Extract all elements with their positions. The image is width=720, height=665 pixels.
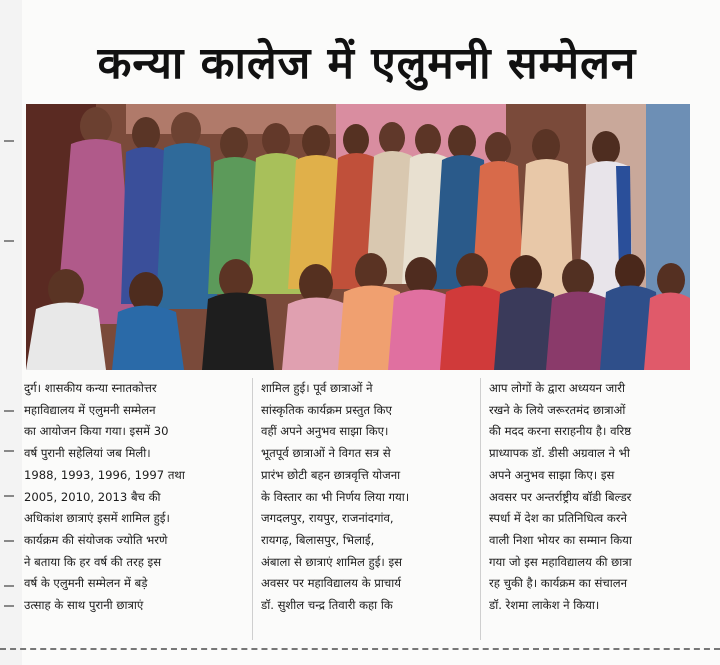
article-line: वर्ष पुरानी सहेलियां जब मिली। <box>24 446 151 461</box>
group-photo-illustration <box>26 104 690 370</box>
article-line: स्पर्धा में देश का प्रतिनिधित्व करने <box>489 511 627 526</box>
article-line: ने बताया कि हर वर्ष की तरह इस <box>24 554 162 569</box>
edge-mark <box>4 410 14 412</box>
edge-mark <box>4 585 14 587</box>
article-line: अपने अनुभव साझा किए। इस <box>489 467 615 482</box>
article-column-1 <box>24 378 238 640</box>
edge-mark <box>4 140 14 142</box>
headline: कन्या कालेज में एलुमनी सम्मेलन <box>97 38 637 89</box>
article-line: शामिल हुई। पूर्व छात्राओं ने <box>261 381 373 395</box>
article-line: डॉ. सुशील चन्द्र तिवारी कहा कि <box>261 598 393 613</box>
article-body <box>24 378 694 640</box>
article-line: अंबाला से छात्राएं शामिल हुई। इस <box>261 554 403 569</box>
article-column-2 <box>252 378 466 640</box>
edge-mark <box>4 450 14 452</box>
article-line: रह चुकी है। कार्यक्रम का संचालन <box>489 576 628 591</box>
article-line: अवसर पर अन्तर्राष्ट्रीय बॉडी बिल्डर <box>489 489 632 504</box>
group-photo <box>26 104 690 370</box>
edge-mark <box>4 240 14 242</box>
article-line: महाविद्यालय में एलुमनी सम्मेलन <box>24 402 156 417</box>
article-line: वाली निशा भोयर का सम्मान किया <box>489 532 632 547</box>
article-line: आप लोगों के द्वारा अध्ययन जारी <box>489 381 626 395</box>
article-line: जगदलपुर, रायपुर, राजनांदगांव, <box>261 511 394 526</box>
article-line: प्राध्यापक डॉ. डीसी अग्रवाल ने भी <box>489 446 630 461</box>
adjacent-column-edge <box>0 0 22 665</box>
edge-mark <box>4 540 14 542</box>
clipping-cut-line <box>0 648 720 650</box>
article-line: रखने के लिये जरूरतमंद छात्राओं <box>489 402 626 417</box>
article-line: 1988, 1993, 1996, 1997 तथा <box>24 467 185 482</box>
article-line: अवसर पर महाविद्यालय के प्राचार्य <box>261 576 401 591</box>
article-line: भूतपूर्व छात्राओं ने विगत सत्र से <box>261 446 391 461</box>
article-line: 2005, 2010, 2013 बैच की <box>24 489 161 504</box>
article-column-3 <box>480 378 694 640</box>
article-line: अधिकांश छात्राएं इसमें शामिल हुई। <box>24 511 170 526</box>
article-line: का आयोजन किया गया। इसमें 30 <box>24 424 169 439</box>
article-line: वर्ष के एलुमनी सम्मेलन में बड़े <box>24 576 148 591</box>
article-line: सांस्कृतिक कार्यक्रम प्रस्तुत किए <box>261 402 392 417</box>
article-line: की मदद करना सराहनीय है। वरिष्ठ <box>489 424 632 439</box>
article-line: के विस्तार का भी निर्णय लिया गया। <box>261 489 410 504</box>
edge-mark <box>4 605 14 607</box>
article-line: वहीं अपने अनुभव साझा किए। <box>261 424 389 439</box>
article-line: कार्यक्रम की संयोजक ज्योति भरणे <box>24 532 168 547</box>
article-line: प्रारंभ छोटी बहन छात्रवृत्ति योजना <box>261 467 401 482</box>
article-line: रायगढ़, बिलासपुर, भिलाई, <box>261 532 375 547</box>
article-line: दुर्ग। शासकीय कन्या स्नातकोत्तर <box>24 381 157 395</box>
article-line: उत्साह के साथ पुरानी छात्राएं <box>24 598 144 613</box>
article-line: डॉ. रेशमा लाकेश ने किया। <box>489 598 600 613</box>
article-line: गया जो इस महाविद्यालय की छात्रा <box>489 554 632 569</box>
edge-mark <box>4 495 14 497</box>
